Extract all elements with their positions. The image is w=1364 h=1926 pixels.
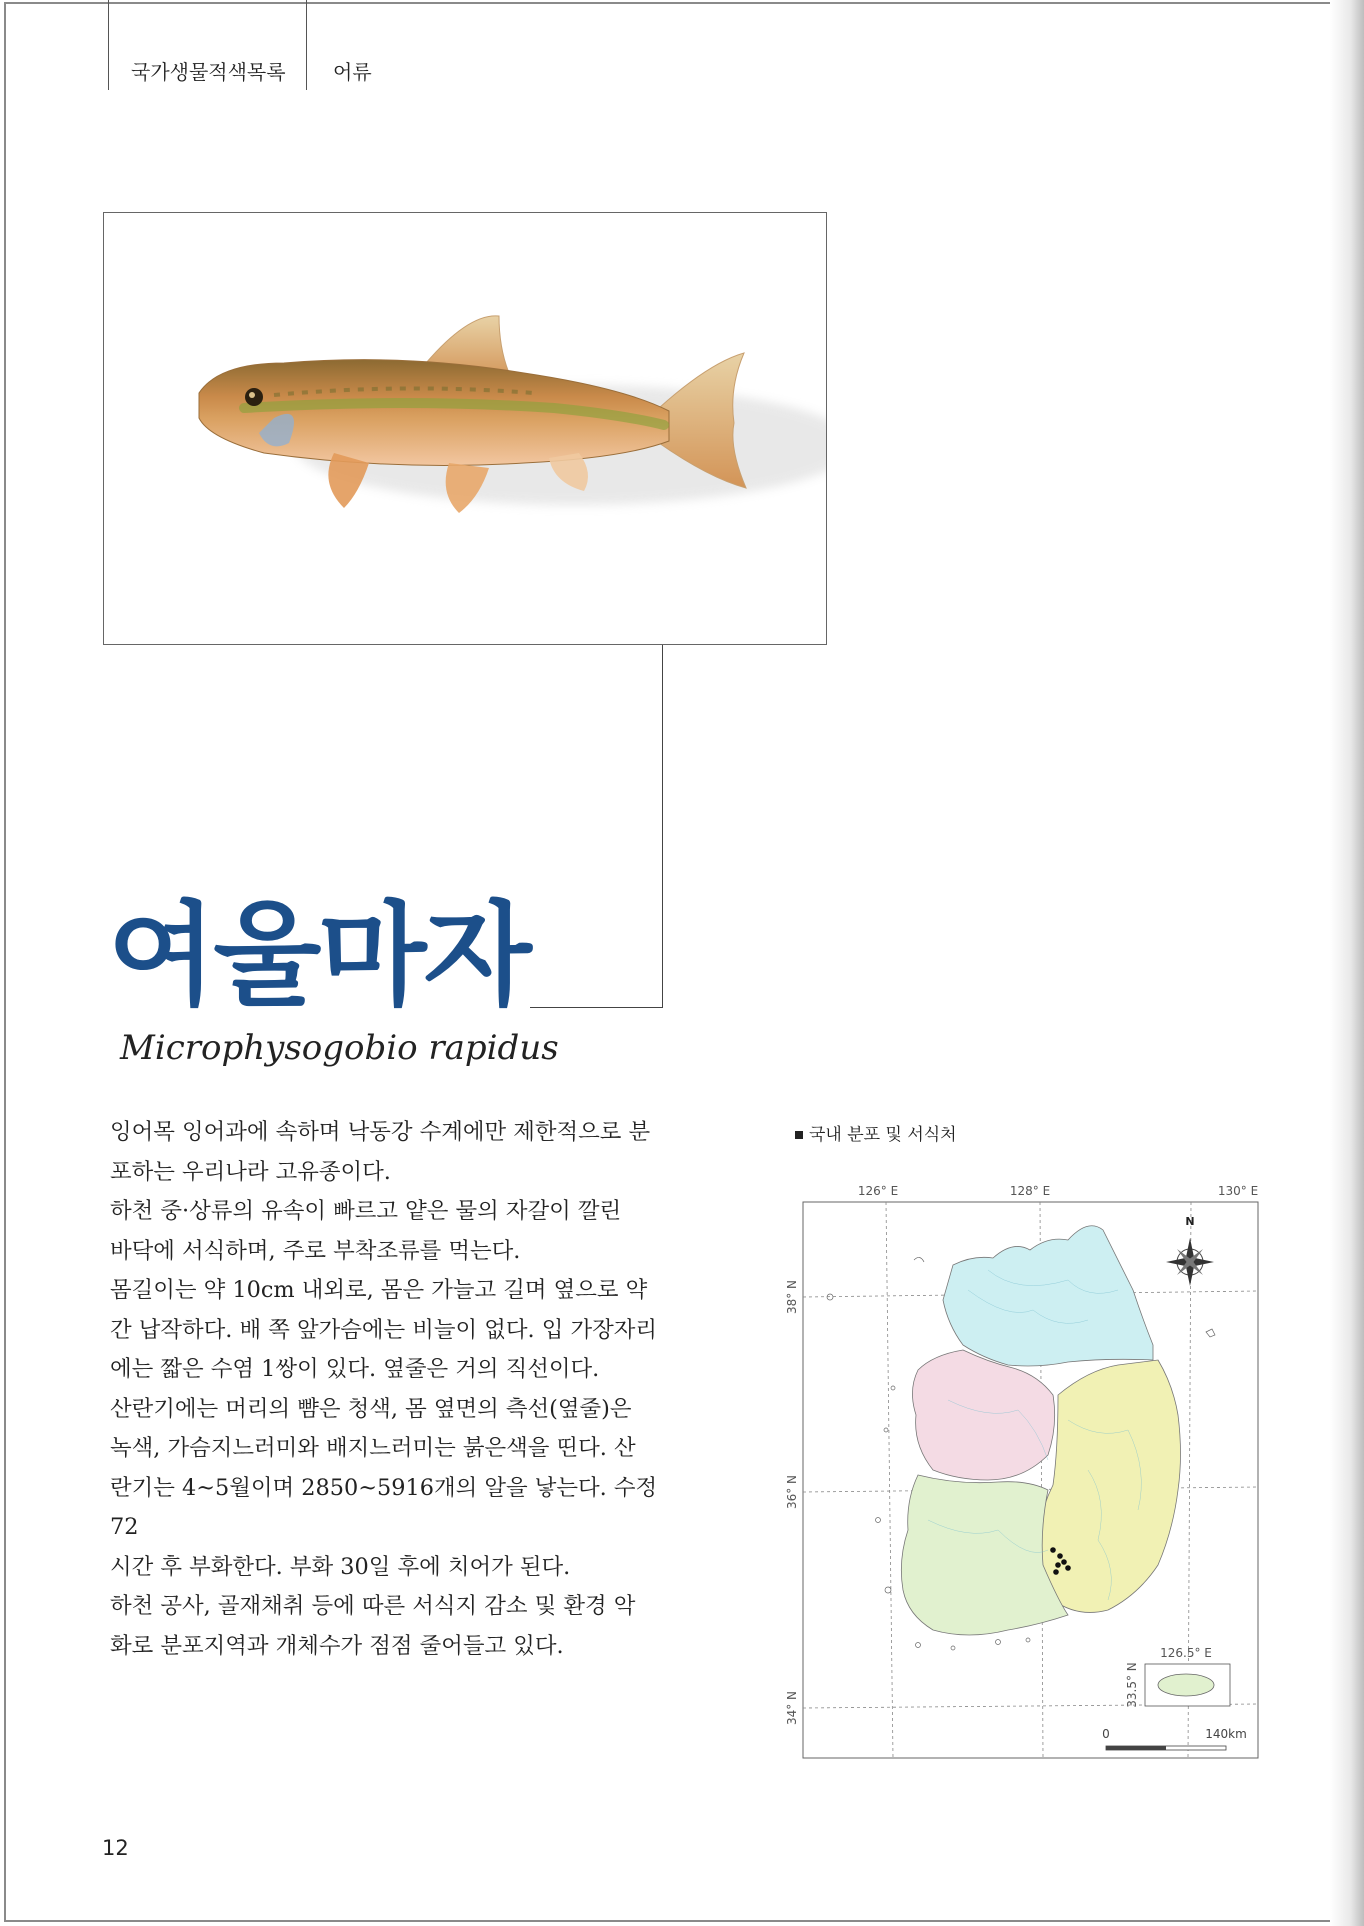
description-line: 하천 공사, 골재채취 등에 따른 서식지 감소 및 환경 악 bbox=[110, 1593, 636, 1619]
header-divider-left bbox=[108, 0, 109, 90]
map-latitude-labels bbox=[785, 1280, 799, 1725]
connector-line-horizontal bbox=[530, 1007, 663, 1008]
page-gutter-shadow bbox=[1330, 0, 1364, 1926]
species-photo bbox=[103, 212, 827, 645]
lon-label: 126° E bbox=[857, 1184, 899, 1198]
scale-bar bbox=[1106, 1746, 1226, 1750]
distribution-map-svg bbox=[768, 1170, 1268, 1770]
fish-eye-highlight bbox=[249, 392, 255, 398]
page-number: 12 bbox=[102, 1836, 129, 1860]
map-longitude-labels bbox=[858, 1184, 1258, 1198]
description-line: 몸길이는 약 10cm 내외로, 몸은 가늘고 길며 옆으로 약 bbox=[110, 1277, 648, 1303]
description-line: 란기는 4~5월이며 2850~5916개의 알을 낳는다. 수정 72 bbox=[110, 1474, 658, 1540]
lat-label: 38° N bbox=[785, 1279, 799, 1315]
species-name-scientific: Microphysogobio rapidus bbox=[120, 1028, 559, 1068]
scale-end-label: 140km bbox=[1205, 1727, 1247, 1741]
description-line: 화로 분포지역과 개체수가 점점 줄어들고 있다. bbox=[110, 1632, 564, 1659]
inset-lon-label: 126.5° E bbox=[1160, 1646, 1212, 1660]
description-line: 하천 중·상류의 유속이 빠르고 얕은 물의 자갈이 깔린 bbox=[110, 1198, 622, 1224]
lat-label: 34° N bbox=[785, 1690, 799, 1726]
description-line: 잉어목 잉어과에 속하며 낙동강 수계에만 제한적으로 분 bbox=[110, 1119, 651, 1145]
jeju-island bbox=[1158, 1674, 1214, 1696]
lat-label: 36° N bbox=[785, 1474, 799, 1510]
map-caption bbox=[795, 1120, 957, 1145]
inset-lat-label: 33.5° N bbox=[1125, 1662, 1139, 1708]
scale-start-label: 0 bbox=[1102, 1727, 1110, 1741]
fish-illustration bbox=[104, 213, 826, 644]
description-line: 포하는 우리나라 고유종이다. bbox=[110, 1158, 391, 1185]
lon-label: 130° E bbox=[1217, 1184, 1259, 1198]
map-caption-text: 국내 분포 및 서식처 bbox=[809, 1125, 957, 1145]
description-line: 바닥에 서식하며, 주로 부착조류를 먹는다. bbox=[110, 1237, 521, 1264]
description-line: 에는 짧은 수염 1쌍이 있다. 옆줄은 거의 직선이다. bbox=[110, 1356, 600, 1382]
description-line: 시간 후 부화한다. 부화 30일 후에 치어가 된다. bbox=[110, 1553, 571, 1580]
lon-label: 128° E bbox=[1009, 1184, 1051, 1198]
description-line: 산란기에는 머리의 뺨은 청색, 몸 옆면의 측선(옆줄)은 bbox=[110, 1395, 632, 1422]
species-name-korean: 여울마자 bbox=[108, 891, 529, 1021]
species-description bbox=[110, 1113, 666, 1666]
header-divider-middle bbox=[306, 0, 307, 90]
description-line: 녹색, 가슴지느러미와 배지느러미는 붉은색을 띤다. 산 bbox=[110, 1435, 636, 1461]
description-line: 간 납작하다. 배 쪽 앞가슴에는 비늘이 없다. 입 가장자리 bbox=[110, 1316, 658, 1343]
north-label: N bbox=[1185, 1215, 1195, 1228]
caption-square-icon bbox=[795, 1131, 803, 1139]
distribution-map bbox=[768, 1170, 1268, 1770]
header-series: 국가생물적색목록 bbox=[131, 60, 286, 84]
connector-line-vertical bbox=[662, 645, 663, 1007]
header-section: 어류 bbox=[333, 60, 372, 84]
